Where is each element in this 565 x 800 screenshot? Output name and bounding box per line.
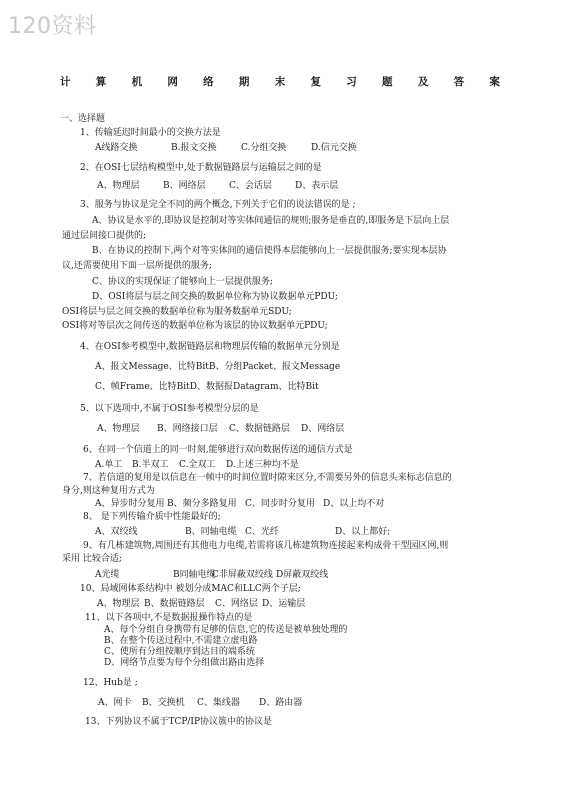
- document-title: [60, 76, 500, 88]
- question-9-options: [95, 569, 328, 581]
- option-c: C、光纤: [245, 527, 279, 537]
- question-2-options: [97, 180, 338, 192]
- option-a: A、网卡: [98, 698, 132, 708]
- question-5: 5、以下选项中,不属于OSI参考模型分层的是: [80, 404, 259, 414]
- question-8-options: [95, 526, 390, 538]
- question-3-note-1: OSI将层与层之间交换的数据单位称为服务数据单元SDU;: [62, 307, 292, 317]
- question-4-options-ab: A、报文Message、比特BitB、分组Packet、报文Message: [95, 362, 341, 372]
- question-1: 1、传输延迟时间最小的交换方法是: [80, 128, 221, 138]
- question-3-note-2: OSI将对等层次之间传送的数据单位称为该层的协议数据单元PDU;: [62, 321, 328, 331]
- question-11-option-a: A、每个分组自身携带有足够的信息,它的传送是被单独处理的: [104, 625, 348, 635]
- title-char: 案: [489, 76, 500, 88]
- question-6: 6、在同一个信道上的同一时刻,能够进行双向数据传送的通信方式是: [83, 445, 353, 455]
- option-d: D屏蔽双绞线: [276, 570, 329, 580]
- option-b: B同轴电缆: [173, 570, 216, 580]
- option-a: A、物理层: [97, 424, 140, 434]
- section-heading: 一、选择题: [60, 114, 106, 124]
- option-d: D.信元交换: [311, 143, 357, 153]
- option-a: A线路交换: [95, 143, 138, 153]
- title-char: 期: [238, 76, 250, 88]
- question-12: 12、Hub是 ;: [83, 678, 138, 688]
- option-a: A、异步时分复用: [95, 499, 165, 509]
- option-a: A、物理层: [97, 181, 140, 191]
- option-c: C.全双工: [179, 460, 216, 470]
- question-2: 2、在OSI七层结构模型中,处于数据链路层与运输层之间的是: [80, 163, 322, 173]
- option-b: B、数据链路层: [144, 599, 205, 609]
- option-a: A、物理层: [97, 599, 140, 609]
- option-b: B、网络接口层: [157, 424, 218, 434]
- question-9-cont: 采用 比较合适;: [62, 554, 122, 564]
- question-3-option-b-cont: 议,还需要使用下面一层所提供的服务;: [62, 261, 212, 271]
- option-b: B、交换机: [142, 698, 185, 708]
- option-d: D、以上均不对: [323, 499, 385, 509]
- title-char: 机: [131, 76, 143, 88]
- option-b: B、频分多路复用: [167, 499, 237, 509]
- question-7-options: [95, 498, 384, 510]
- question-7-cont: 身分,则这种复用方式为: [62, 486, 155, 496]
- option-d: D、以上都好;: [335, 527, 391, 537]
- option-d: D、网络层: [301, 424, 345, 434]
- title-char: 络: [203, 76, 214, 88]
- option-d: D、表示层: [295, 181, 339, 191]
- question-11-option-c: C、使所有分组按顺序到达目的端系统: [104, 647, 255, 657]
- option-c: C.分组交换: [241, 143, 287, 153]
- option-a: A、双绞线: [95, 527, 138, 537]
- question-3-option-d: D、OSI将层与层之间交换的数据单位称为协议数据单元PDU;: [92, 292, 338, 302]
- question-11-option-d: D、网络节点要为每个分组做出路由选择: [104, 658, 265, 668]
- option-b: B、同轴电缆: [185, 527, 237, 537]
- question-4-options-cd: C、帧Frame、比特BitD、数据报Datagram、比特Bit: [95, 382, 319, 392]
- question-3-option-c: C、协议的实现保证了能够向上一层提供服务;: [92, 277, 273, 287]
- option-c: C、网络层: [215, 599, 258, 609]
- question-9: 9、有几栋建筑物,周围还有其他电力电缆,若需将该几栋建筑物连接起来构成骨干型园区网,则: [83, 541, 449, 551]
- question-3-option-b: B、在协议的控制下,两个对等实体间的通信使得本层能够向上一层提供服务;要实现本层协: [92, 246, 447, 256]
- option-b: B.报文交换: [171, 143, 217, 153]
- title-char: 算: [95, 76, 107, 88]
- question-7: 7、若信道的复用是以信息在一帧中的时间位置时隙来区分,不需要另外的信息头来标志信息的: [83, 473, 452, 483]
- title-char: 网: [167, 76, 178, 88]
- question-5-options: [97, 423, 344, 435]
- option-c: C、同步时分复用: [245, 499, 315, 509]
- question-11: 11、以下各项中,不是数据报操作特点的是: [85, 613, 253, 623]
- title-char: 题: [382, 76, 393, 88]
- title-char: 及: [417, 76, 429, 88]
- watermark-logo: 120资料: [8, 14, 97, 39]
- option-b: B、网络层: [163, 181, 206, 191]
- option-c: C非屏蔽双绞线: [212, 570, 273, 580]
- option-a: A.单工: [95, 460, 123, 470]
- option-c: C、会话层: [229, 181, 272, 191]
- question-3-option-a-cont: 通过层间接口提供的;: [62, 231, 147, 241]
- question-12-options: [98, 697, 302, 709]
- question-11-option-b: B、在整个传送过程中,不需建立虚电路: [104, 636, 258, 646]
- option-b: B.半双工: [132, 460, 169, 470]
- question-3: 3、服务与协议是完全不同的两个概念,下列关于它们的说法错误的是 ;: [80, 200, 356, 210]
- title-char: 复: [310, 76, 321, 88]
- question-13: 13、下列协议不属于TCP/IP协议簇中的协议是: [85, 717, 273, 727]
- title-char: 习: [346, 76, 357, 88]
- option-d: D、运输层: [262, 599, 306, 609]
- option-d: D.上述三种均不是: [226, 460, 299, 470]
- question-10: 10、局域网体系结构中 被划分成MAC和LLC两个子层;: [80, 584, 301, 594]
- title-char: 答: [453, 76, 465, 88]
- question-8: 8、 是下列传输介质中性能最好的;: [83, 512, 221, 522]
- question-1-options: [95, 142, 357, 154]
- title-char: 计: [60, 76, 71, 88]
- question-4: 4、在OSI参考模型中,数据链路层和物理层传输的数据单元分别是: [80, 342, 340, 352]
- question-6-options: [95, 459, 299, 471]
- title-char: 末: [274, 76, 286, 88]
- option-c: C、数据链路层: [229, 424, 290, 434]
- option-a: A光缆: [95, 570, 120, 580]
- option-d: D、路由器: [259, 698, 303, 708]
- option-c: C、集线器: [197, 698, 240, 708]
- question-3-option-a: A、协议是水平的,即协议是控制对等实体间通信的规则;服务是垂直的,即服务是下层向上层: [92, 216, 450, 226]
- question-10-options: [97, 598, 305, 610]
